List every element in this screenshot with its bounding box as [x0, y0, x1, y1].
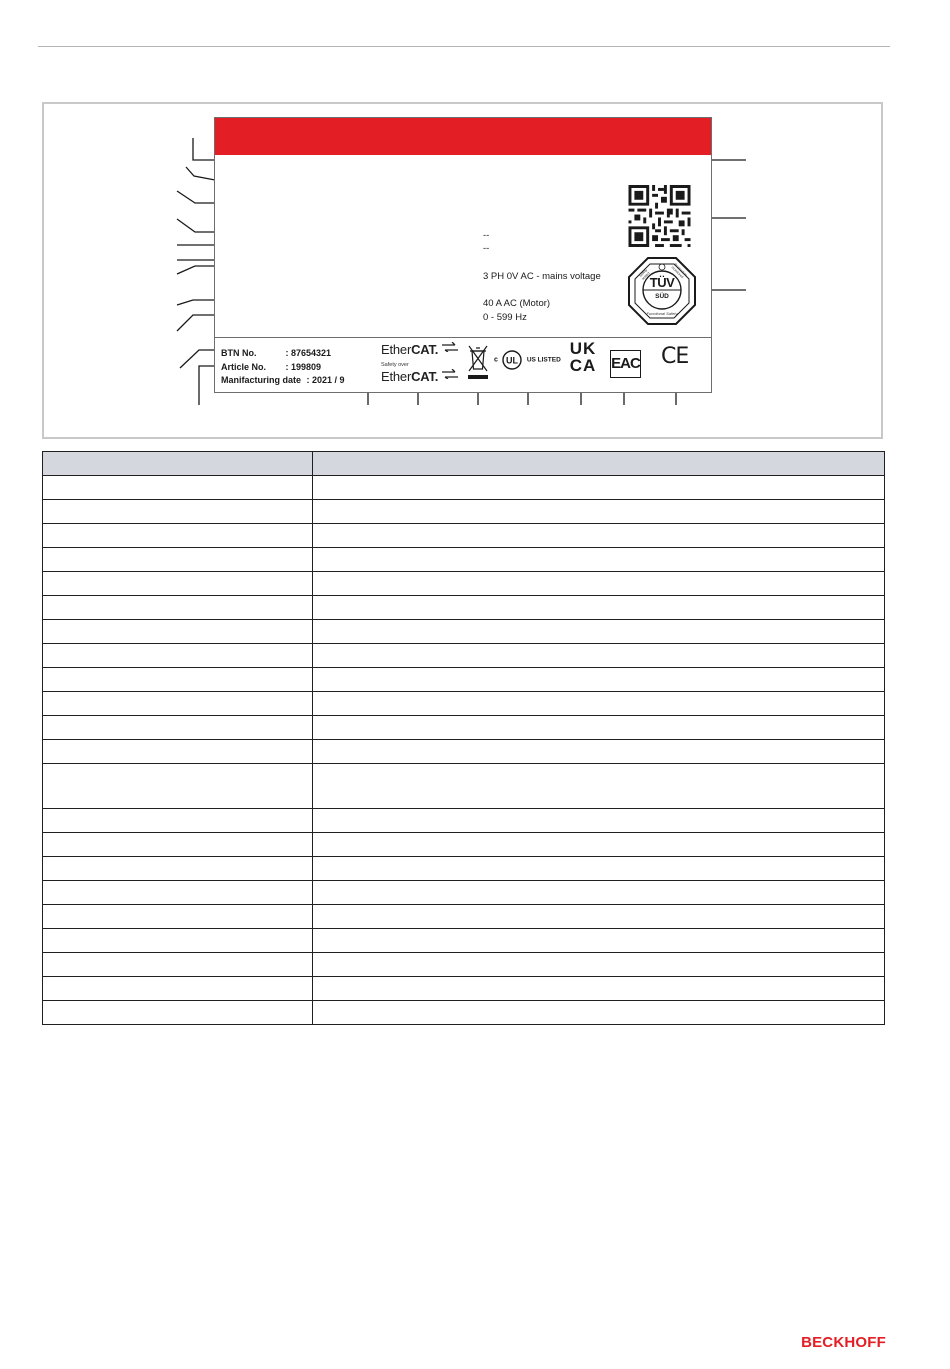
- ethercat-logo: [381, 342, 458, 357]
- table-row: [43, 644, 885, 668]
- table-cell-item: [43, 905, 313, 929]
- table-cell-description: [313, 977, 885, 1001]
- ul-c-text: c: [494, 356, 498, 364]
- table-cell-description: [313, 740, 885, 764]
- svg-text:UL: UL: [506, 355, 519, 366]
- table-cell-item: [43, 809, 313, 833]
- tuv-bottom-text: Functional Safety: [646, 311, 678, 316]
- table-header-cell-2: [313, 452, 885, 476]
- ukca-mark: [566, 340, 600, 374]
- table-row: [43, 572, 885, 596]
- table-cell-description: [313, 668, 885, 692]
- table-cell-item: [43, 596, 313, 620]
- mfg-value: : 2021 / 9: [306, 375, 345, 385]
- table-cell-description: [313, 809, 885, 833]
- table-cell-description: [313, 692, 885, 716]
- table-cell-description: [313, 500, 885, 524]
- table-row: [43, 524, 885, 548]
- ukca-line-2: CA: [569, 356, 597, 375]
- table-cell-description: [313, 548, 885, 572]
- table-cell-description: [313, 572, 885, 596]
- ce-mark: CE: [661, 344, 689, 369]
- table-row: [43, 953, 885, 977]
- table-cell-item: [43, 572, 313, 596]
- table-cell-description: [313, 644, 885, 668]
- table-cell-description: [313, 764, 885, 809]
- ul-listed-mark: [494, 350, 561, 370]
- table-cell-item: [43, 764, 313, 809]
- table-cell-description: [313, 476, 885, 500]
- ethercat-prefix: Ether: [381, 342, 412, 357]
- table-cell-description: [313, 1001, 885, 1025]
- table-row: [43, 476, 885, 500]
- table-cell-item: [43, 833, 313, 857]
- table-header-row: [43, 452, 885, 476]
- table-cell-item: [43, 881, 313, 905]
- btn-value: : 87654321: [285, 348, 332, 358]
- table-row: [43, 764, 885, 809]
- table-row: [43, 1001, 885, 1025]
- article-value: : 199809: [285, 362, 322, 372]
- table-cell-item: [43, 692, 313, 716]
- table-cell-item: [43, 716, 313, 740]
- table-cell-description: [313, 953, 885, 977]
- table-cell-description: [313, 833, 885, 857]
- manufacturing-date-row: [221, 375, 345, 385]
- safety-ethercat-suffix: CAT.: [411, 369, 439, 384]
- table-cell-item: [43, 524, 313, 548]
- ul-icon: [502, 350, 522, 370]
- table-cell-item: [43, 476, 313, 500]
- table-row: [43, 881, 885, 905]
- table-cell-item: [43, 953, 313, 977]
- table-cell-item: [43, 929, 313, 953]
- article-number-row: [221, 362, 321, 372]
- mfg-label: Manifacturing date: [221, 375, 302, 385]
- table-cell-description: [313, 716, 885, 740]
- table-row: [43, 668, 885, 692]
- weee-crossed-bin-icon: [466, 343, 490, 381]
- qr-code-icon: [628, 185, 691, 247]
- table-row: [43, 620, 885, 644]
- table-cell-description: [313, 905, 885, 929]
- table-cell-item: [43, 1001, 313, 1025]
- btn-label: BTN No.: [221, 348, 257, 358]
- spec-line-mains-voltage: 3 PH 0V AC - mains voltage: [483, 271, 601, 282]
- safety-ethercat-prefix: Ether: [381, 369, 412, 384]
- table-cell-item: [43, 644, 313, 668]
- table-cell-item: [43, 500, 313, 524]
- table-row: [43, 809, 885, 833]
- table-cell-item: [43, 620, 313, 644]
- spec-line-2: --: [483, 243, 490, 254]
- table-row: [43, 833, 885, 857]
- table-row: [43, 740, 885, 764]
- table-body: [43, 476, 885, 1025]
- table-cell-item: [43, 740, 313, 764]
- table-cell-description: [313, 929, 885, 953]
- beckhoff-brand-logo: BECKHOFF: [801, 1334, 886, 1351]
- spec-line-1: --: [483, 230, 490, 241]
- sud-text: SÜD: [655, 293, 669, 300]
- legend-table: [42, 451, 885, 1025]
- tuv-top-left-text: Safety tested: [638, 268, 651, 281]
- label-red-header: [215, 118, 711, 155]
- tuv-sud-certification-icon: [627, 256, 697, 326]
- table-row: [43, 548, 885, 572]
- article-label: Article No.: [221, 362, 267, 372]
- table-row: [43, 857, 885, 881]
- safety-ethercat-arrows-icon: [442, 369, 458, 379]
- safety-over-text: Safety over: [381, 362, 409, 368]
- table-cell-description: [313, 596, 885, 620]
- table-row: [43, 716, 885, 740]
- table-cell-description: [313, 524, 885, 548]
- label-divider: [215, 337, 711, 338]
- table-row: [43, 596, 885, 620]
- table-row: [43, 905, 885, 929]
- spec-line-frequency: 0 - 599 Hz: [483, 312, 527, 323]
- ethercat-arrows-icon: [442, 342, 458, 352]
- tuv-top-right-text: Production monitored: [670, 262, 689, 280]
- table-cell-description: [313, 857, 885, 881]
- ethercat-suffix: CAT.: [411, 342, 439, 357]
- btn-number-row: [221, 348, 331, 358]
- eac-mark: EAC: [610, 350, 641, 378]
- table-cell-item: [43, 668, 313, 692]
- table-cell-item: [43, 857, 313, 881]
- table-row: [43, 692, 885, 716]
- table-cell-item: [43, 977, 313, 1001]
- table-cell-description: [313, 881, 885, 905]
- ul-listed-text: US LISTED: [526, 356, 561, 364]
- table-header-cell-1: [43, 452, 313, 476]
- safety-over-ethercat-logo: [381, 369, 458, 384]
- table-cell-item: [43, 548, 313, 572]
- table-cell-description: [313, 620, 885, 644]
- tuv-text: TÜV: [649, 275, 675, 290]
- ukca-line-1: UK: [569, 339, 597, 358]
- table-row: [43, 929, 885, 953]
- table-row: [43, 977, 885, 1001]
- spec-line-motor-current: 40 A AC (Motor): [483, 298, 551, 309]
- table-row: [43, 500, 885, 524]
